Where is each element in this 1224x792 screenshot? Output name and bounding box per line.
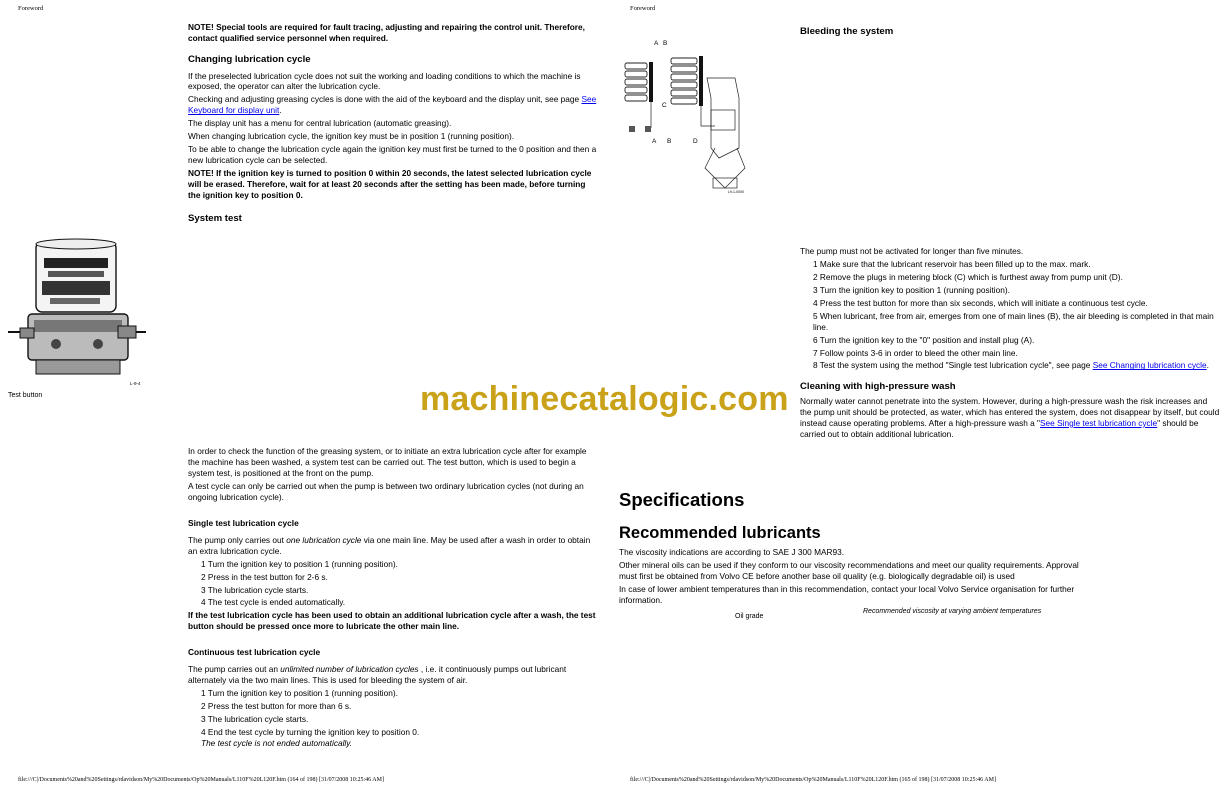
note-special-tools: NOTE! Special tools are required for fault tracing, adjusting and repairing the control unit. Therefore, contact qualified service personnel when required. <box>188 22 585 43</box>
page-header-left: Foreword <box>18 5 44 12</box>
figure-code: L-9-4 <box>130 381 141 386</box>
lubrication-system-diagram <box>615 38 755 196</box>
diagram-label-d: D <box>693 138 698 145</box>
pump-illustration <box>6 236 146 386</box>
paragraph: Normally water cannot penetrate into the system. However, during a high-pressure wash the risk increases and the pump unit should be protected, as water, which has entered the system, does not disappear by itself, but could instead cause operating problems. After a high-pressure wash a "See Single test lubrication cycle" should be carried out to obtain additional lubrication. <box>800 396 1220 439</box>
list-item: 2 Press in the test button for 2-6 s. <box>201 571 328 582</box>
link-keyboard-display-unit[interactable]: See Keyboard for display unit <box>188 94 597 116</box>
diagram-code: L9-1-0000 <box>728 190 744 194</box>
diagram-label-b: B <box>663 40 668 47</box>
continuous-steps-list <box>188 688 600 749</box>
heading-single-test-cycle: Single test lubrication cycle <box>188 517 299 528</box>
list-item: 4 End the test cycle by turning the ignition key to position 0. <box>201 727 420 738</box>
list-item: 5 When lubricant, free from air, emerges from one of main lines (B), the air bleeding is completed in that main line. <box>813 310 1214 332</box>
list-item: 3 The lubrication cycle starts. <box>201 714 309 725</box>
page-footer-left: file:///C|/Documents%20and%20Settings/rdavidson/My%20Documents/Op%20Manuals/L110F%20L120F.htm (164 of 198) [31/07/2008 10:25:46 AM] <box>18 777 384 783</box>
diagram-label-a2: A <box>652 138 657 145</box>
note-test-cycle-wash: If the test lubrication cycle has been used to obtain an additional lubrication cycle after a wash, the test button should be pressed once more to lubricate the other main line. <box>188 610 596 632</box>
list-item: 6 Turn the ignition key to the "0" position and install plug (A). <box>813 334 1035 345</box>
list-item: 4 The test cycle is ended automatically. <box>201 597 346 608</box>
list-item: 1 Turn the ignition key to position 1 (running position). <box>201 688 398 699</box>
list-item-note: The test cycle is not ended automatically. <box>201 738 353 748</box>
list-item: 7 Follow points 3-6 in order to bleed the other main line. <box>813 347 1018 358</box>
heading-changing-lubrication-cycle: Changing lubrication cycle <box>188 53 311 65</box>
lubrication-diagram-image <box>615 38 755 196</box>
paragraph: In order to check the function of the greasing system, or to initiate an extra lubrication cycle after for example the machine has been washed, a system test can be carried out. The test button, which is used to begin a system test, is positioned at the front on the pump. <box>188 446 587 478</box>
page-header-right: Foreword <box>630 5 656 12</box>
list-item: 2 Press the test button for more than 6 s. <box>201 701 352 712</box>
list-item: 1 Make sure that the lubricant reservoir has been filled up to the max. mark. <box>813 258 1091 269</box>
section-changing-lubrication <box>188 22 600 226</box>
list-item: 8 Test the system using the method "Single test lubrication cycle", see page See Changing lubrication cycle. <box>813 360 1209 371</box>
link-changing-lubrication-cycle[interactable]: See Changing lubrication cycle <box>1092 360 1207 371</box>
heading-high-pressure-wash: Cleaning with high-pressure wash <box>800 381 956 393</box>
paragraph: If the preselected lubrication cycle does not suit the working and loading conditions to which the machine is exposed, the operator can alter the lubrication cycle. <box>188 70 581 92</box>
heading-system-test: System test <box>188 212 242 224</box>
figure-caption-test-button: Test button <box>8 392 43 399</box>
heading-specifications: Specifications <box>619 489 745 510</box>
paragraph: The pump carries out an unlimited number of lubrication cycles , i.e. it continuously pumps out lubricant alternately via the two main lines. This is used for bleeding the system of air. <box>188 664 567 686</box>
watermark: machinecatalogic.com <box>420 380 789 418</box>
paragraph: The pump only carries out one lubrication cycle via one main line. May be used after a wash in order to obtain an extra lubrication cycle. <box>188 534 591 556</box>
paragraph: A test cycle can only be carried out when the pump is between two ordinary lubrication cycles (not during an ongoing lubrication cycle). <box>188 480 584 502</box>
list-item: 3 Turn the ignition key to position 1 (running position). <box>813 284 1010 295</box>
list-item: 1 Turn the ignition key to position 1 (running position). <box>201 558 398 569</box>
paragraph: In case of lower ambient temperatures than in this recommendation, contact your local Volvo Service organisation for further information. <box>619 583 1075 605</box>
list-item: 3 The lubrication cycle starts. <box>201 584 309 595</box>
pump-test-button-image <box>6 236 146 386</box>
list-item: 2 Remove the plugs in metering block (C) which is furthest away from pump unit (D). <box>813 271 1123 282</box>
paragraph: Other mineral oils can be used if they conform to our viscosity recommendations and meet our quality requirements. Approval must first be obtained from Volvo CE before another base oil quality (e.g. biologically degradable oil) is used <box>619 559 1079 581</box>
heading-continuous-test-cycle: Continuous test lubrication cycle <box>188 647 321 658</box>
diagram-label-b2: B <box>667 138 672 145</box>
diagram-label-c: C <box>662 102 667 109</box>
heading-recommended-lubricants: Recommended lubricants <box>619 524 821 542</box>
page-footer-right: file:///C|/Documents%20and%20Settings/rdavidson/My%20Documents/Op%20Manuals/L110F%20L120F.htm (165 of 198) [31/07/2008 10:25:46 AM] <box>630 777 996 783</box>
heading-bleeding-system: Bleeding the system <box>800 26 894 37</box>
single-steps-list <box>188 559 600 609</box>
paragraph: The display unit has a menu for central lubrication (automatic greasing). <box>188 118 452 129</box>
section-bleeding <box>800 246 1220 440</box>
bleed-steps-list <box>800 259 1220 371</box>
list-item: 4 Press the test button for more than six seconds, which will initiate a continuous test cycle. <box>813 297 1148 308</box>
section-system-test <box>188 446 600 749</box>
paragraph: The pump must not be activated for longer than five minutes. <box>800 246 1024 256</box>
paragraph: The viscosity indications are according to SAE J 300 MAR93. <box>619 547 845 557</box>
diagram-label-a: A <box>654 40 659 47</box>
note-ignition-key: NOTE! If the ignition key is turned to position 0 within 20 seconds, the latest selected lubrication cycle will be erased. Therefore, wait for at least 20 seconds after the setting has been made, before turning the ignition key to position 0. <box>188 168 592 200</box>
section-lubricants <box>619 547 1089 606</box>
table-header-oil-grade: Oil grade <box>735 613 764 620</box>
link-single-test-lubrication-cycle[interactable]: See Single test lubrication cycle <box>1040 417 1158 428</box>
table-header-viscosity: Recommended viscosity at varying ambient temperatures <box>863 608 1042 615</box>
paragraph: Checking and adjusting greasing cycles is done with the aid of the keyboard and the display unit, see page See Keyboard for display unit. <box>188 94 597 116</box>
paragraph: To be able to change the lubrication cycle again the ignition key must first be turned to the 0 position and then a new lubrication cycle can be selected. <box>188 144 597 166</box>
paragraph: When changing lubrication cycle, the ignition key must be in position 1 (running position). <box>188 131 515 142</box>
